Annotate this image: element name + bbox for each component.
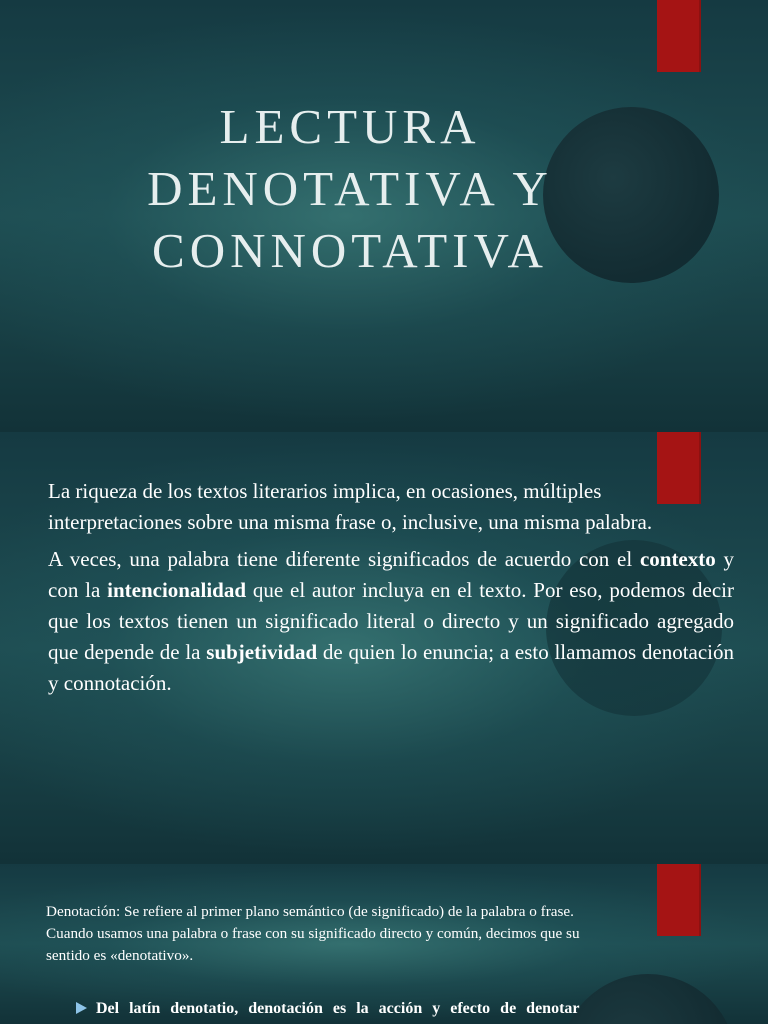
slide-definition: [0, 864, 768, 1024]
paragraph-2-text: que el autor incluya en el texto. Por eso, podemos decir que los textos tienen un significado literal o directo y un significado agregado que depende de la: [48, 578, 734, 664]
keyword-subjetividad: subjetividad: [206, 640, 318, 664]
paragraph-2: [48, 544, 734, 699]
paragraph-2-text: A veces, una palabra tiene diferente significados de acuerdo con el: [48, 547, 640, 571]
keyword-contexto: contexto: [639, 547, 716, 571]
triangle-bullet-icon: [76, 1002, 87, 1014]
keyword-intencionalidad: intencionalidad: [107, 578, 247, 602]
title-line-1: LECTURA: [219, 99, 481, 154]
paragraph-1: La riqueza de los textos literarios implica, en ocasiones, múltiples interpretaciones sobre una misma frase o, inclusive, una misma palabra.: [48, 479, 653, 534]
paragraph-2-text: y con la: [48, 547, 735, 602]
slide-title: [0, 0, 768, 432]
bullet-item: Del latín denotatio, denotación es la acción y efecto de denotar: [96, 1000, 580, 1017]
slide-content: [0, 432, 768, 864]
content-body: [48, 476, 734, 705]
definition-line-2: Cuando usamos una palabra o frase con su significado directo y común, decimos que su: [46, 925, 580, 942]
definition-text: [46, 901, 726, 967]
paragraph-2-text: de quien lo enuncia; a esto llamamos denotación y connotación.: [48, 640, 735, 695]
title-line-2: DENOTATIVA Y: [147, 161, 553, 216]
slide-title-text: [60, 96, 640, 282]
definition-line-3: sentido es «denotativo».: [46, 947, 194, 964]
red-accent-bar: [657, 0, 701, 72]
title-line-3: CONNOTATIVA: [152, 223, 548, 278]
definition-line-1: Denotación: Se refiere al primer plano semántico (de significado) de la palabra o frase.: [46, 903, 574, 920]
